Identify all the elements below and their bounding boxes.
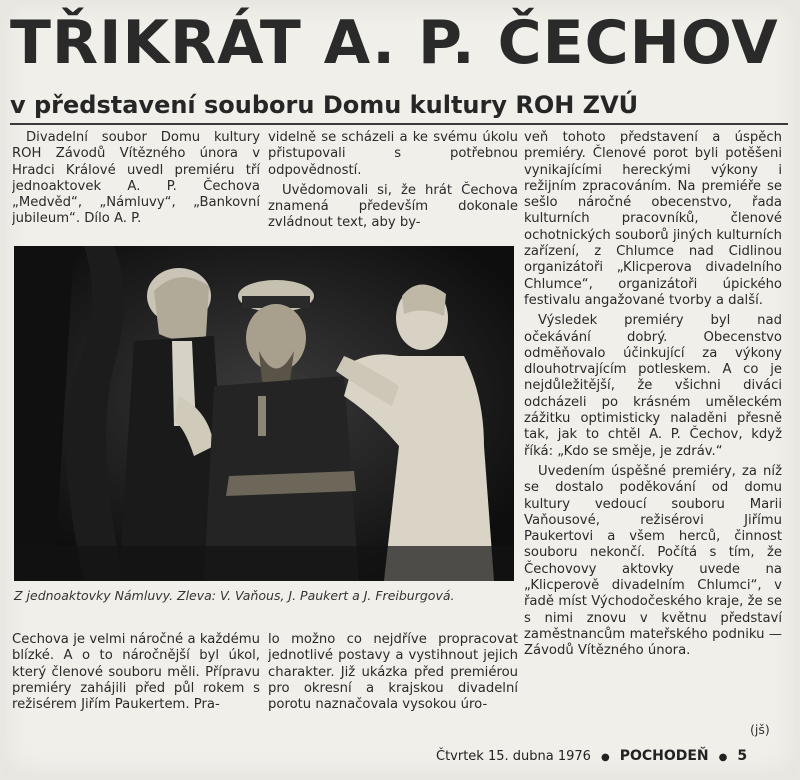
newspaper-name: POCHODEŇ [619,748,709,764]
photo-caption: Z jednoaktovky Námluvy. Zleva: V. Vaňous, J. Paukert a J. Freiburgová. [14,588,455,603]
column-4 [12,632,260,732]
paragraph: videlně se scházeli a ke svému úkolu přistupovali s potřebnou odpovědností. [268,130,518,178]
paragraph: Výsledek premiéry byl nad očekávání dobrý. Obecenstvo odměňovalo účinkující za výkony dlouhotrvajícím potleskem. A co je nejdůležitější, že všichni diváci odcházeli po krásném uměleckém zážitku optimisticky naladěni přesně tak, jak to chtěl A. P. Čechov, když říká: „Kdo se směje, je zdráv.“ [524,313,782,459]
paragraph: Uvědomovali si, že hrát Čechova znamená především dokonale zvládnout text, aby by- [268,182,518,231]
bullet-icon: ● [600,752,610,763]
column-3 [524,130,782,730]
paragraph: lo možno co nejdříve propracovat jednotlivé postavy a vystihnout jejich charakter. Již ukázka před premiérou pro okresní a krajskou divadelní porotu naznačovala vysokou úro- [268,632,518,713]
bullet-icon: ● [718,752,728,763]
author-signature: (jš) [750,722,770,737]
subheadline: v představení souboru Domu kultury ROH ZVÚ [10,91,639,119]
column-5 [268,632,518,732]
page-number: 5 [737,748,748,764]
paragraph: Divadelní soubor Domu kultury ROH Závodů Vítězného února v Hradci Králové uvedl premiéru tří jednoaktovek A. P. Čechova „Medvěd“, „Námluvy“, „Bankovní jubileum“. Dílo A. P. [12,130,260,227]
column-1 [12,130,260,240]
stage-photo-image [14,246,514,581]
column-2 [268,130,518,240]
stage-photo [14,246,514,581]
paragraph: veň tohoto představení a úspěch premiéry. Členové porot byli potěšeni vynikajícími hereckými výkony i režijním zpracováním. Na premiéře se sešlo náročné obecenstvo, řada kulturních pracovníků, členové ochotnických souborů jiných kulturních zařízení, z Chlumce nad Cidlinou organizátoři „Klicperova divadelního Chlumce“, organizátoři úpického festivalu angažované tvorby a další. [524,130,782,308]
divider [10,123,788,125]
page-footer [436,748,788,764]
paragraph: Uvedením úspěšné premiéry, za níž se dostalo poděkování od domu kultury vedoucí souboru Marii Vaňousové, režisérovi Jiřímu Paukertovi a všem herců, činnost souboru nekončí. Počítá s tím, že Čechovovy aktovky uvede na „Klicperově divadelním Chlumci“, v řadě míst Východočeského kraje, že se s nimi znovu v květnu představí zaměstnancům mateřského podniku — Závodů Vítězného února. [524,463,782,659]
paragraph: Čechova je velmi náročné a každému blízké. A o to náročnější byl úkol, který členové souboru měli. Přípravu premiéry zahájili před půl rokem s režisérem Jiřím Paukertem. Pra- [12,632,260,713]
issue-date: Čtvrtek 15. dubna 1976 [436,749,591,764]
headline: TŘIKRÁT A. P. ČECHOV [10,8,779,78]
